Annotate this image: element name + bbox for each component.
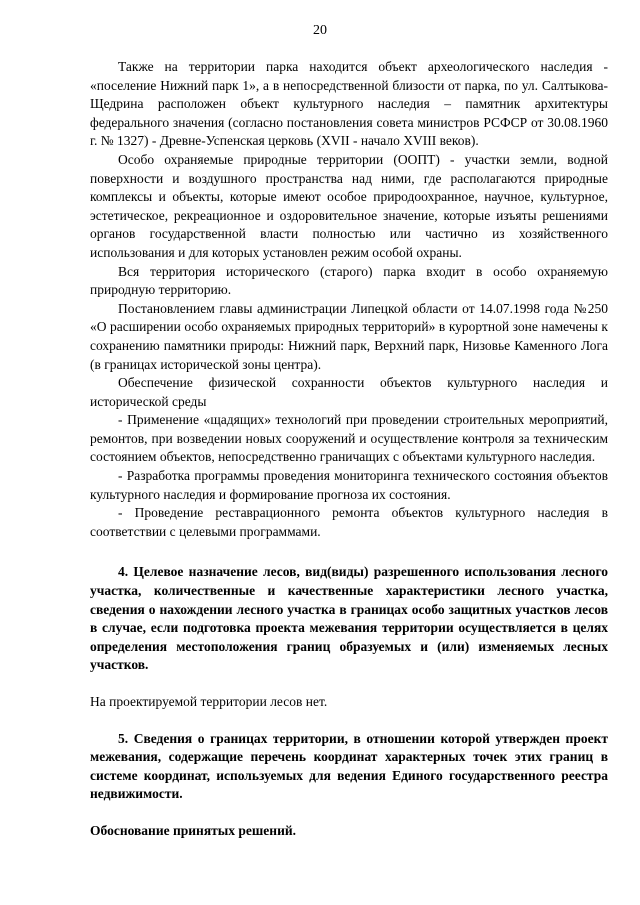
document-body [90,58,608,841]
section-5-subheading: Обоснование принятых решений. [90,822,297,838]
list-item-gentle-tech: - Применение «щадящих» технологий при проведении строительных мероприятий, ремонтов, при возведении новых сооружений и осуществление контроля за техническим состоянием объектов, непосредственно граничащих с объектами культурного наследия. [90,412,608,465]
paragraph-archaeology: Также на территории парка находится объект археологического наследия - «поселение Нижний парк 1», а в непосредственной близости от парка, по ул. Салтыкова-Щедрина расположен объект культурного наследия – памятник архитектуры федерального значения (согласно постановления совета министров РСФСР от 30.08.1960 г. № 1327) - Древне-Успенская церковь (XVII - начало XVIII веков). [90,59,608,149]
section-5-heading: 5. Сведения о границах территории, в отношении которой утвержден проект межевания, содержащие перечень координат характерных точек этих границ в системе координат, используемых для ведения Единого государственного реестра недвижимости. [90,730,608,802]
list-item-restoration: - Проведение реставрационного ремонта объектов культурного наследия в соответствии с целевыми программами. [90,505,608,539]
section-4-heading: 4. Целевое назначение лесов, вид(виды) разрешенного использования лесного участка, количественные и качественные характеристики лесного участка, сведения о нахождении лесного участка в границах особо защитных участков лесов в случае, если подготовка проекта межевания территории осуществляется в целях определения местоположения границ образуемых и (или) изменяемых лесных участков. [90,564,608,673]
paragraph-preservation: Обеспечение физической сохранности объектов культурного наследия и исторической среды [90,375,608,409]
paragraph-resolution: Постановлением главы администрации Липецкой области от 14.07.1998 года №250 «О расширении особо охраняемых природных территорий» в курортной зоне намечены к сохранению памятники природы: Нижний парк, Верхний парк, Низовье Каменного Лога (в границах исторической зоны центра). [90,300,608,372]
paragraph-historic-park: Вся территория исторического (старого) парка входит в особо охраняемую природную территорию. [90,263,608,298]
section-4-text: На проектируемой территории лесов нет. [90,694,328,709]
list-item-monitoring: - Разработка программы проведения мониторинга технического состояния объектов культурного наследия и формирование прогноза их состояния. [90,468,608,502]
paragraph-oopt-definition: Особо охраняемые природные территории (ООПТ) - участки земли, водной поверхности и воздушного пространства над ними, где располагаются природные комплексы и объекты, которые имеют особое природоохранное, научное, культурное, эстетическое, рекреационное и оздоровительное значение, которые изъяты решениями органов государственной власти полностью или частично из хозяйственного использования и для которых установлен режим особой охраны. [90,151,608,260]
page-number: 20 [313,23,327,38]
